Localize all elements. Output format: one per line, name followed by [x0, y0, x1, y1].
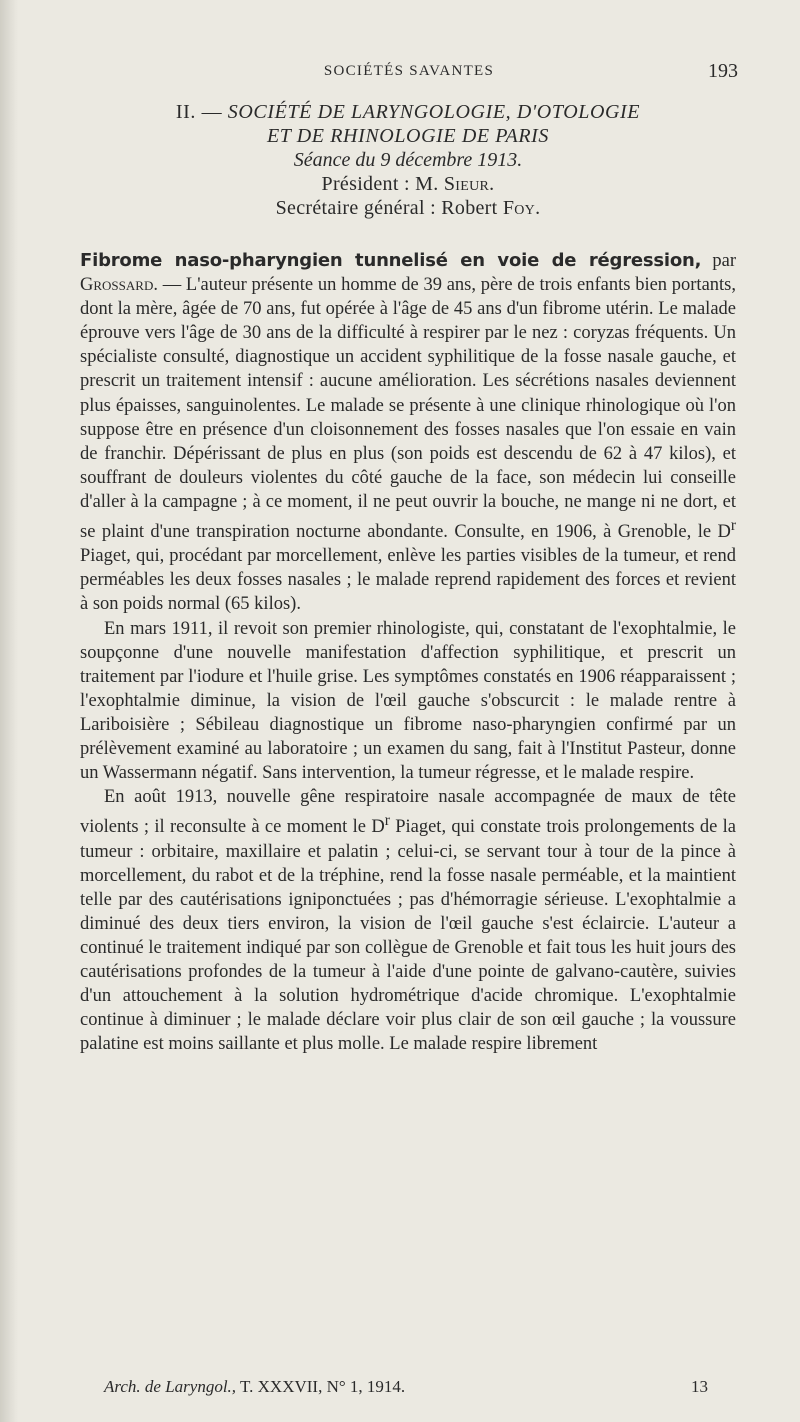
paragraph-3: [80, 785, 736, 1056]
paragraph-1: [80, 249, 736, 617]
president-line: [80, 172, 736, 196]
seance-date: Séance du 9 décembre 1913.: [293, 149, 523, 171]
page-number: 193: [708, 60, 738, 82]
page-footer: [104, 1377, 708, 1397]
president-name: Sieur.: [443, 173, 495, 195]
society-name-line1: SOCIÉTÉ DE LARYNGOLOGIE, D'OTOLOGIE: [227, 101, 641, 123]
signature-mark: 13: [691, 1377, 708, 1396]
doctor-abbrev-sup-1: r: [730, 517, 736, 535]
page-binding-edge: [0, 0, 18, 1422]
journal-volume: T. XXXVII, N° 1, 1914.: [240, 1377, 406, 1396]
article-body: [80, 249, 736, 1056]
running-head-title: SOCIÉTÉS SAVANTES: [323, 63, 495, 79]
paragraph-2: En mars 1911, il revoit son premier rhinologiste, qui, constatant de l'exophtalmie, le soupçonne d'une nouvelle manifestation d'affection syphilitique, et prescrit un traitement par l'iodure et l'huile grise. Les symptômes constatés en 1906 réapparaissent ; l'exophtalmie diminue, la vision de l'œil gauche s'obscurcit : le malade rentre à Lariboisière ; Sébileau diagnostique un fibrome naso-pharyngien confirmé par un prélèvement examiné au laboratoire ; un examen du sang, fait à l'Institut Pasteur, donne un Wassermann négatif. Sans intervention, la tumeur régresse, et le malade respire.: [80, 618, 736, 784]
article-by: par: [712, 251, 736, 271]
article-author: Grossard.: [80, 275, 158, 296]
paragraph-1-end: Piaget, qui, procédant par morcellement, enlève les parties visibles de la tumeur, et rend perméables les deux fosses nasales ; le malade reprend rapidement des forces et revient à son poids normal (65 kilos).: [80, 546, 736, 615]
president-label: Président : M.: [321, 173, 439, 195]
secretary-name: Foy.: [502, 197, 541, 219]
running-head: [80, 60, 738, 84]
paragraph-1-text: — L'auteur présente un homme de 39 ans, père de trois enfants bien portants, dont la mère, âgée de 70 ans, fut opérée à l'âge de 45 ans d'un fibrome utérin. Le malade éprouve vers l'âge de 30 ans de la difficulté à respirer par le nez : coryzas fréquents. Un spécialiste consulté, diagnostique un accident syphilitique de la fosse nasale gauche, et prescrit un traitement intensif : aucune amélioration. Les sécrétions nasales deviennent plus épaisses, sanguinolentes. Le malade se présente à une clinique rhinologique où l'on suppose être en présence d'un cloisonnement des fosses nasales que l'on essaie en vain de franchir. Dépérissant de plus en plus (son poids est descendu de 62 à 47 kilos), et souffrant de douleurs violentes du côté gauche de la face, son médecin lui conseille d'aller à la campagne ; à ce moment, il ne peut ouvrir la bouche, ne mange ni ne dort, et se plaint d'une transpiration nocturne abondante. Consulte, en 1906, à Grenoble, le D: [80, 275, 737, 543]
paragraph-3-text: En août 1913, nouvelle gêne respiratoire nasale accompagnée de maux de tête violents ; il reconsulte à ce moment le D: [80, 787, 736, 838]
section-numeral: II. —: [175, 101, 223, 123]
journal-reference: Arch. de Laryngol.,: [104, 1377, 237, 1396]
society-name-line2: ET DE RHINOLOGIE DE PARIS: [266, 125, 550, 147]
secretary-label: Secrétaire général : Robert: [275, 197, 498, 219]
doctor-abbrev-sup-2: r: [384, 812, 390, 830]
article-title: Fibrome naso-pharyngien tunnelisé en voie de régression,: [80, 250, 702, 271]
paragraph-3-end: Piaget, qui constate trois prolongements de la tumeur : orbitaire, maxillaire et palatin ; celui-ci, se servant tour à tour de la pince à morcellement, du rabot et de la tréphine, rend la fosse nasale perméable, et la maintient telle par des cautérisations igniponctuées ; pas d'hémorragie sérieuse. L'exophtalmie a diminué des deux tiers environ, la vision de l'œil gauche s'est éclaircie. L'auteur a continué le traitement indiqué par son collègue de Grenoble et fait tous les huit jours des cautérisations profondes de la tumeur à l'aide d'une pointe de galvano-cautère, suivies d'un attouchement à la solution hydrométrique d'acide chromique. L'exophtalmie continue à diminuer ; le malade déclare voir plus clair de son œil gauche ; la voussure palatine est moins saillante et plus molle. Le malade respire librement: [80, 817, 737, 1055]
society-title-line1: [80, 100, 736, 124]
section-heading: [80, 100, 736, 220]
secretary-line: [80, 196, 736, 220]
